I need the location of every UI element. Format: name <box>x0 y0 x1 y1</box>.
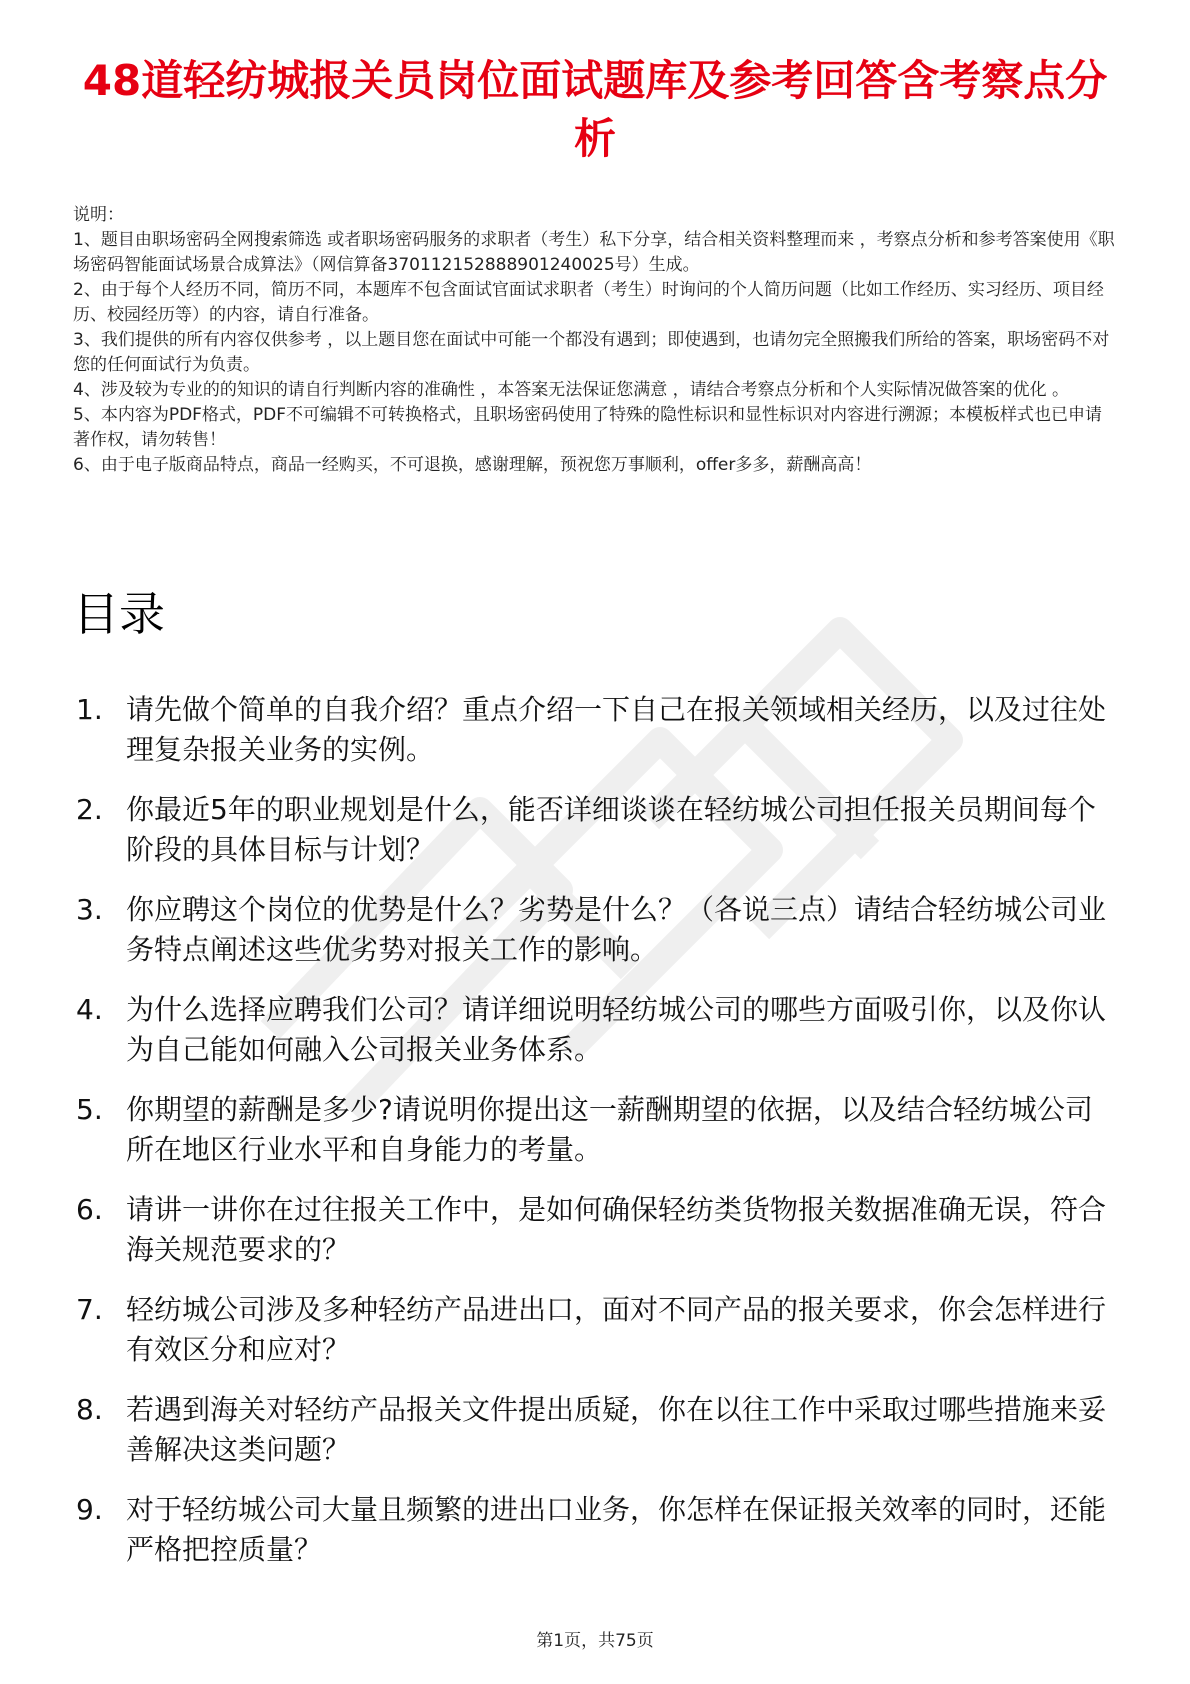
question-item <box>76 890 1116 970</box>
question-number: 2. <box>76 793 103 826</box>
note-item: 4、涉及较为专业的的知识的请自行判断内容的准确性 ，本答案无法保证您满意 ，请结合考察点分析和个人实际情况做答案的优化 。 <box>73 380 1070 400</box>
document-title: 48道轻纺城报关员岗位面试题库及参考回答含考察点分析 <box>82 56 1108 163</box>
question-text: 若遇到海关对轻纺产品报关文件提出质疑，你在以往工作中采取过哪些措施来妥善解决这类问题？ <box>126 1393 1107 1466</box>
toc-heading: 目录 <box>73 587 165 641</box>
question-text: 你应聘这个岗位的优势是什么？劣势是什么？（各说三点）请结合轻纺城公司业务特点阐述这些优劣势对报关工作的影响。 <box>126 893 1107 966</box>
question-text: 请讲一讲你在过往报关工作中，是如何确保轻纺类货物报关数据准确无误，符合海关规范要求的？ <box>126 1193 1107 1266</box>
page-number-footer: 第1页，共75页 <box>536 1631 654 1651</box>
note-item: 6、由于电子版商品特点，商品一经购买，不可退换，感谢理解，预祝您万事顺利，offer多多，薪酬高高！ <box>73 455 872 475</box>
question-text: 为什么选择应聘我们公司？请详细说明轻纺城公司的哪些方面吸引你，以及你认为自己能如何融入公司报关业务体系。 <box>126 993 1107 1066</box>
question-text: 你期望的薪酬是多少?请说明你提出这一薪酬期望的依据，以及结合轻纺城公司所在地区行业水平和自身能力的考量。 <box>126 1093 1093 1166</box>
question-item <box>76 1490 1116 1570</box>
question-number: 7. <box>76 1293 103 1326</box>
question-item <box>76 790 1116 870</box>
question-number: 5. <box>76 1093 103 1126</box>
question-item <box>76 1390 1116 1470</box>
question-number: 9. <box>76 1493 103 1526</box>
question-text: 请先做个简单的自我介绍？重点介绍一下自己在报关领域相关经历，以及过往处理复杂报关业务的实例。 <box>126 693 1107 766</box>
note-item: 3、我们提供的所有内容仅供参考 ，以上题目您在面试中可能一个都没有遇到；即使遇到，也请勿完全照搬我们所给的答案，职场密码不对您的任何面试行为负责。 <box>73 330 1110 375</box>
question-number: 3. <box>76 893 103 926</box>
note-item: 2、由于每个人经历不同，简历不同，本题库不包含面试官面试求职者（考生）时询问的个人简历问题（比如工作经历、实习经历、项目经历、校园经历等）的内容，请自行准备。 <box>73 280 1104 325</box>
question-text: 对于轻纺城公司大量且频繁的进出口业务，你怎样在保证报关效率的同时，还能严格把控质量？ <box>126 1493 1107 1566</box>
question-number: 4. <box>76 993 103 1026</box>
disclaimer-notes <box>73 203 1118 478</box>
note-item: 5、本内容为PDF格式，PDF不可编辑不可转换格式，且职场密码使用了特殊的隐性标识和显性标识对内容进行溯源；本模板样式也已申请著作权，请勿转售！ <box>73 405 1103 450</box>
question-item <box>76 990 1116 1070</box>
question-number: 6. <box>76 1193 103 1226</box>
question-item <box>76 1290 1116 1370</box>
note-item: 1、题目由职场密码全网搜索筛选 或者职场密码服务的求职者（考生）私下分享，结合相关资料整理而来 ，考察点分析和参考答案使用《职场密码智能面试场景合成算法》（网信算备370112152888901240025号）生成。 <box>73 230 1115 275</box>
notes-heading: 说明： <box>73 205 124 225</box>
question-number: 8. <box>76 1393 103 1426</box>
question-list <box>76 690 1116 1590</box>
question-text: 你最近5年的职业规划是什么，能否详细谈谈在轻纺城公司担任报关员期间每个阶段的具体目标与计划？ <box>126 793 1096 866</box>
question-item <box>76 1090 1116 1170</box>
question-item <box>76 1190 1116 1270</box>
question-text: 轻纺城公司涉及多种轻纺产品进出口，面对不同产品的报关要求，你会怎样进行有效区分和应对？ <box>126 1293 1107 1366</box>
question-item <box>76 690 1116 770</box>
question-number: 1. <box>76 693 103 726</box>
